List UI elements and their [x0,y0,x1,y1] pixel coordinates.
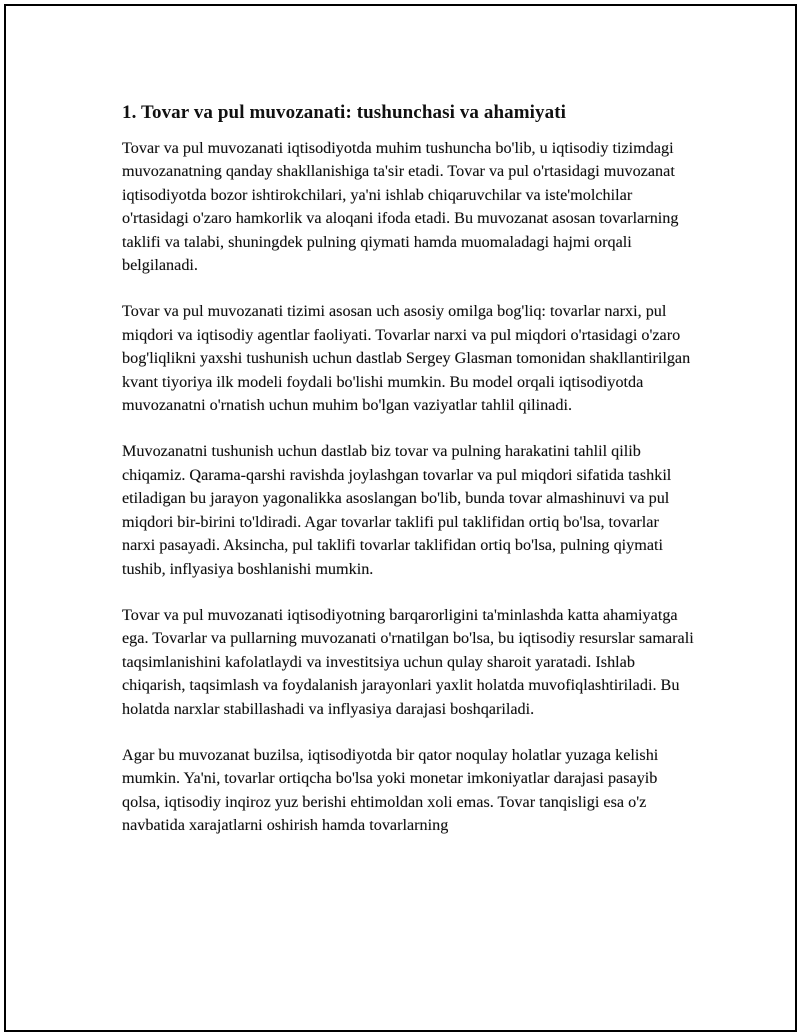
paragraph-4: Tovar va pul muvozanati iqtisodiyotning barqarorligini ta'minlashda katta ahamiyatga ega. Tovarlar va pullarning muvozanati o'rnatilgan bo'lsa, bu iqtisodiy resurslar samarali taqsimlanishini kafolatlaydi va investitsiya uchun qulay sharoit yaratadi. Ishlab chiqarish, taqsimlash va foydalanish jarayonlari yaxlit holatda muvofiqlashtiriladi. Bu holatda narxlar stabillashadi va inflyasiya darajasi boshqariladi. [122,605,694,718]
paragraph-5: Agar bu muvozanat buzilsa, iqtisodiyotda bir qator noqulay holatlar yuzaga kelishi mumkin. Ya'ni, tovarlar ortiqcha bo'lsa yoki monetar imkoniyatlar darajasi pasayib qolsa, iqtisodiy inqiroz yuz berishi ehtimoldan xoli emas. Tovar tanqisligi esa o'z navbatida xarajatlarni oshirish hamda tovarlarning [122,745,659,835]
page-frame [4,4,797,1032]
section-heading: 1. Tovar va pul muvozanati: tushunchasi va ahamiyati [122,102,567,123]
document-body [122,100,694,861]
paragraph-3: Muvozanatni tushunish uchun dastlab biz tovar va pulning harakatini tahlil qilib chiqamiz. Qarama-qarshi ravishda joylashgan tovarlar va pul miqdori sifatida tashkil etiladigan bu jarayon yagonalikka asoslangan bo'lib, bunda tovar almashinuvi va pul miqdori bir-birini to'ldiradi. Agar tovarlar taklifi pul taklifidan ortiq bo'lsa, tovarlar narxi pasayadi. Aksincha, pul taklifi tovarlar taklifidan ortiq bo'lsa, pulning qiymati tushib, inflyasiya boshlanishi mumkin. [122,442,672,578]
paragraph-2: Tovar va pul muvozanati tizimi asosan uch asosiy omilga bog'liq: tovarlar narxi, pul miqdori va iqtisodiy agentlar faoliyati. Tovarlar narxi va pul miqdori o'rtasidagi o'zaro bog'liqlikni yaxshi tushunish uchun dastlab Sergey Glasman tomonidan shakllantirilgan kvant tiyoriya ilk modeli foydali bo'lishi mumkin. Bu model orqali iqtisodiyotda muvozanatni o'rnatish uchun muhim bo'lgan vaziyatlar tahlil qilinadi. [122,302,691,415]
paragraph-1: Tovar va pul muvozanati iqtisodiyotda muhim tushuncha bo'lib, u iqtisodiy tizimdagi muvozanatning qanday shakllanishiga ta'sir etadi. Tovar va pul o'rtasidagi muvozanat iqtisodiyotda bozor ishtirokchilari, ya'ni ishlab chiqaruvchilar va iste'molchilar o'rtasidagi o'zaro hamkorlik va aloqani ifoda etadi. Bu muvozanat asosan tovarlarning taklifi va talabi, shuningdek pulning qiymati hamda muomaladagi hajmi orqali belgilanadi. [122,139,679,275]
